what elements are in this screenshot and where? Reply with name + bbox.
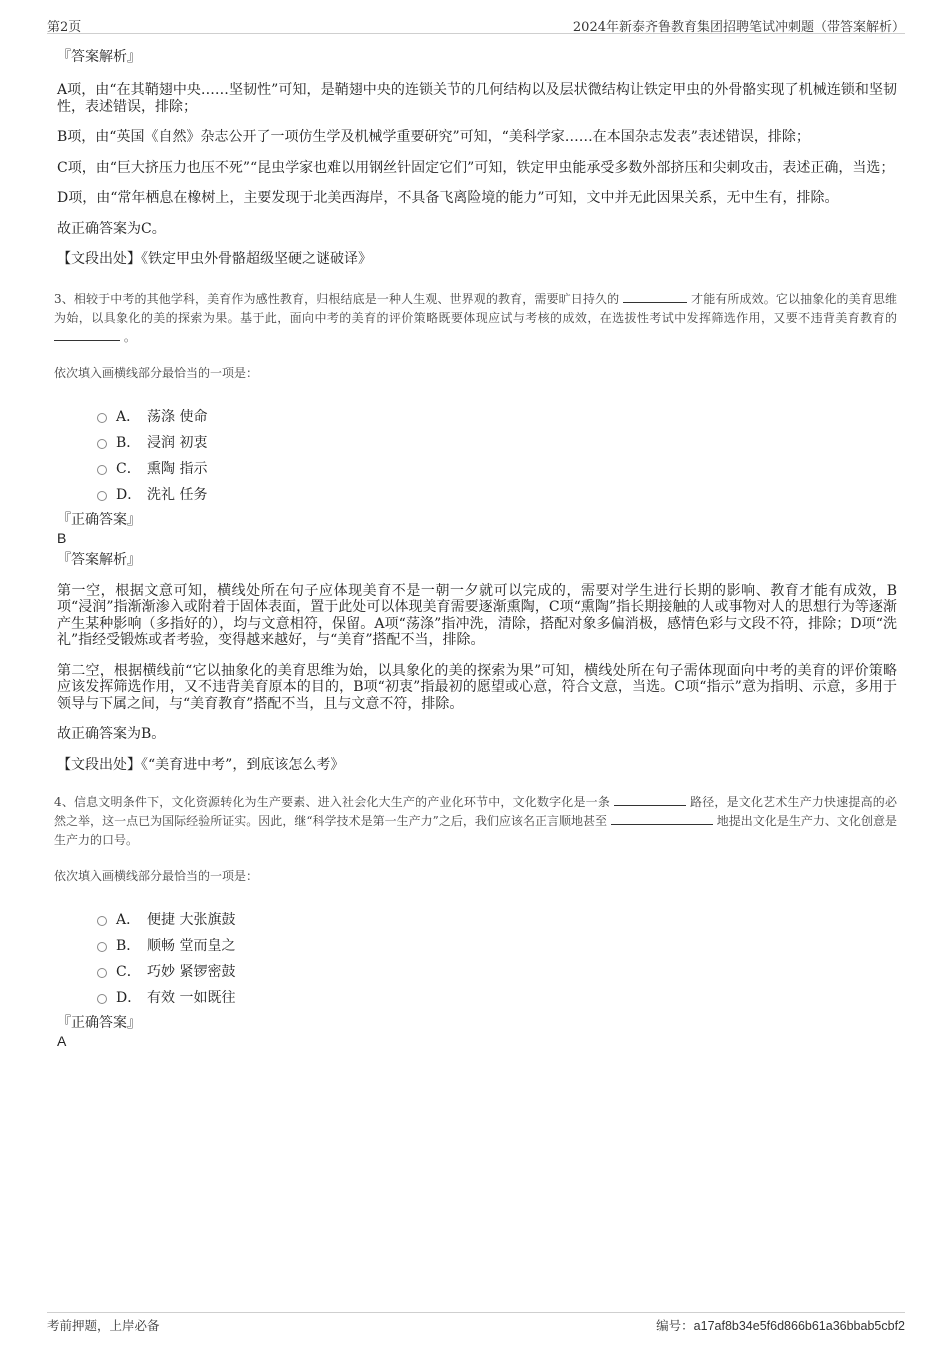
page-number: 第2页	[47, 20, 82, 35]
option-d[interactable]: D． 洗礼 任务	[97, 481, 897, 507]
question-3-hint: 依次填入画横线部分最恰当的一项是：	[54, 365, 259, 380]
analysis-paragraph-c: C项，由“巨大挤压力也压不死”“昆虫学家也难以用钢丝针固定它们”可知，铁定甲虫能承受多数外部挤压和尖刺攻击，表述正确，当选；	[57, 159, 895, 176]
question-3-stem: 3、相较于中考的其他学科，美育作为感性教育，归根结底是一种人生观、世界观的教育，需要旷日持久的 才能有所成效。它以抽象化的美育思维为始，以具象化的美的探索为果。基于此，面向中考的美育的评价策略既要体现应试与考核的成效，在选拔性考试中发挥筛选作用，又要不违背美育教育的 。	[54, 291, 897, 344]
question-3-options	[97, 403, 897, 507]
analysis-paragraph-d: D项，由“常年栖息在橡树上，主要发现于北美西海岸，不具备飞离险境的能力”可知，文中并无此因果关系，无中生有，排除。	[57, 190, 839, 206]
conclusion: 故正确答案为C。	[57, 220, 166, 237]
correct-answer-label: 『正确答案』	[57, 1015, 141, 1031]
page-header	[47, 14, 905, 34]
footer-slogan: 考前押题，上岸必备	[47, 1318, 160, 1333]
question-4-options	[97, 906, 897, 1010]
analysis-paragraph-1: 第一空，根据文意可知，横线处所在句子应体现美育不是一朝一夕就可以完成的，需要对学生进行长期的影响、教育才能有成效，B项“浸润”指渐渐渗入或附着于固体表面，置于此处可以体现美育需要逐渐熏陶，C项“熏陶”指长期接触的人或事物对人的思想行为等逐渐产生某种影响（多指好的），均与文意相符，保留。A项“荡涤”指冲洗，清除，搭配对象多偏消极，感情色彩与文段不符，排除；D项“洗礼”指经受锻炼或者考验，变得越来越好，与“美育”搭配不当，排除。	[57, 582, 897, 648]
option-d[interactable]: D． 有效 一如既往	[97, 984, 897, 1010]
radio-icon[interactable]	[97, 465, 107, 475]
answer-blank	[623, 291, 687, 303]
correct-answer: B	[57, 529, 67, 546]
answer-blank	[611, 813, 713, 825]
analysis-paragraph-a: A项，由“在其鞘翅中央……坚韧性”可知，是鞘翅中央的连锁关节的几何结构以及层状微结构让铁定甲虫的外骨骼实现了机械连锁和坚韧性，表述错误，排除；	[57, 82, 897, 115]
conclusion: 故正确答案为B。	[57, 726, 166, 742]
source: 【文段出处】《“美育进中考”，到底该怎么考》	[57, 756, 345, 773]
answer-blank	[614, 794, 686, 806]
analysis-paragraph-2: 第二空，根据横线前“它以抽象化的美育思维为始，以具象化的美的探索为果”可知，横线处所在句子需体现面向中考的美育的评价策略应该发挥筛选作用，又不违背美育原本的目的，B项“初衷”指最初的愿望或心意，符合文意，当选。C项“指示”意为指明、示意，多用于领导与下属之间，与“美育教育”搭配不当，且与文意不符，排除。	[57, 662, 897, 712]
radio-icon[interactable]	[97, 916, 107, 926]
analysis-paragraph-b: B项，由“英国《自然》杂志公开了一项仿生学及机械学重要研究”可知，“美科学家……在本国杂志发表”表述错误，排除；	[57, 129, 810, 145]
correct-answer-label: 『正确答案』	[57, 511, 141, 528]
document-body	[54, 48, 897, 1054]
option-c[interactable]: C． 熏陶 指示	[97, 455, 897, 481]
document-code: 编号：a17af8b34e5f6d866b61a36bbab5cbf2	[656, 1318, 905, 1333]
radio-icon[interactable]	[97, 994, 107, 1004]
source: 【文段出处】《铁定甲虫外骨骼超级坚硬之谜破译》	[57, 251, 372, 267]
answer-blank	[54, 329, 120, 341]
question-4-hint: 依次填入画横线部分最恰当的一项是：	[54, 869, 259, 883]
analysis-label: 『答案解析』	[57, 551, 141, 568]
correct-answer: A	[57, 1033, 67, 1049]
radio-icon[interactable]	[97, 413, 107, 423]
question-4-stem: 4、信息文明条件下，文化资源转化为生产要素、进入社会化大生产的产业化环节中，文化数字化是一条 路径，是文化艺术生产力快速提高的必然之举，这一点已为国际经验所证实。因此，继“科学技术是第一生产力”之后，我们应该名正言顺地甚至 地提出文化是生产力、文化创意是生产力的口号。	[54, 795, 897, 847]
option-a[interactable]: A． 荡涤 使命	[97, 403, 897, 429]
analysis-label: 『答案解析』	[57, 49, 141, 65]
option-c[interactable]: C． 巧妙 紧锣密鼓	[97, 958, 897, 984]
radio-icon[interactable]	[97, 491, 107, 501]
option-a[interactable]: A． 便捷 大张旗鼓	[97, 906, 897, 932]
radio-icon[interactable]	[97, 968, 107, 978]
radio-icon[interactable]	[97, 942, 107, 952]
document-title: 2024年新泰齐鲁教育集团招聘笔试冲刺题（带答案解析）	[572, 20, 905, 35]
radio-icon[interactable]	[97, 439, 107, 449]
option-b[interactable]: B． 顺畅 堂而皇之	[97, 932, 897, 958]
page-footer	[47, 1312, 905, 1332]
option-b[interactable]: B． 浸润 初衷	[97, 429, 897, 455]
